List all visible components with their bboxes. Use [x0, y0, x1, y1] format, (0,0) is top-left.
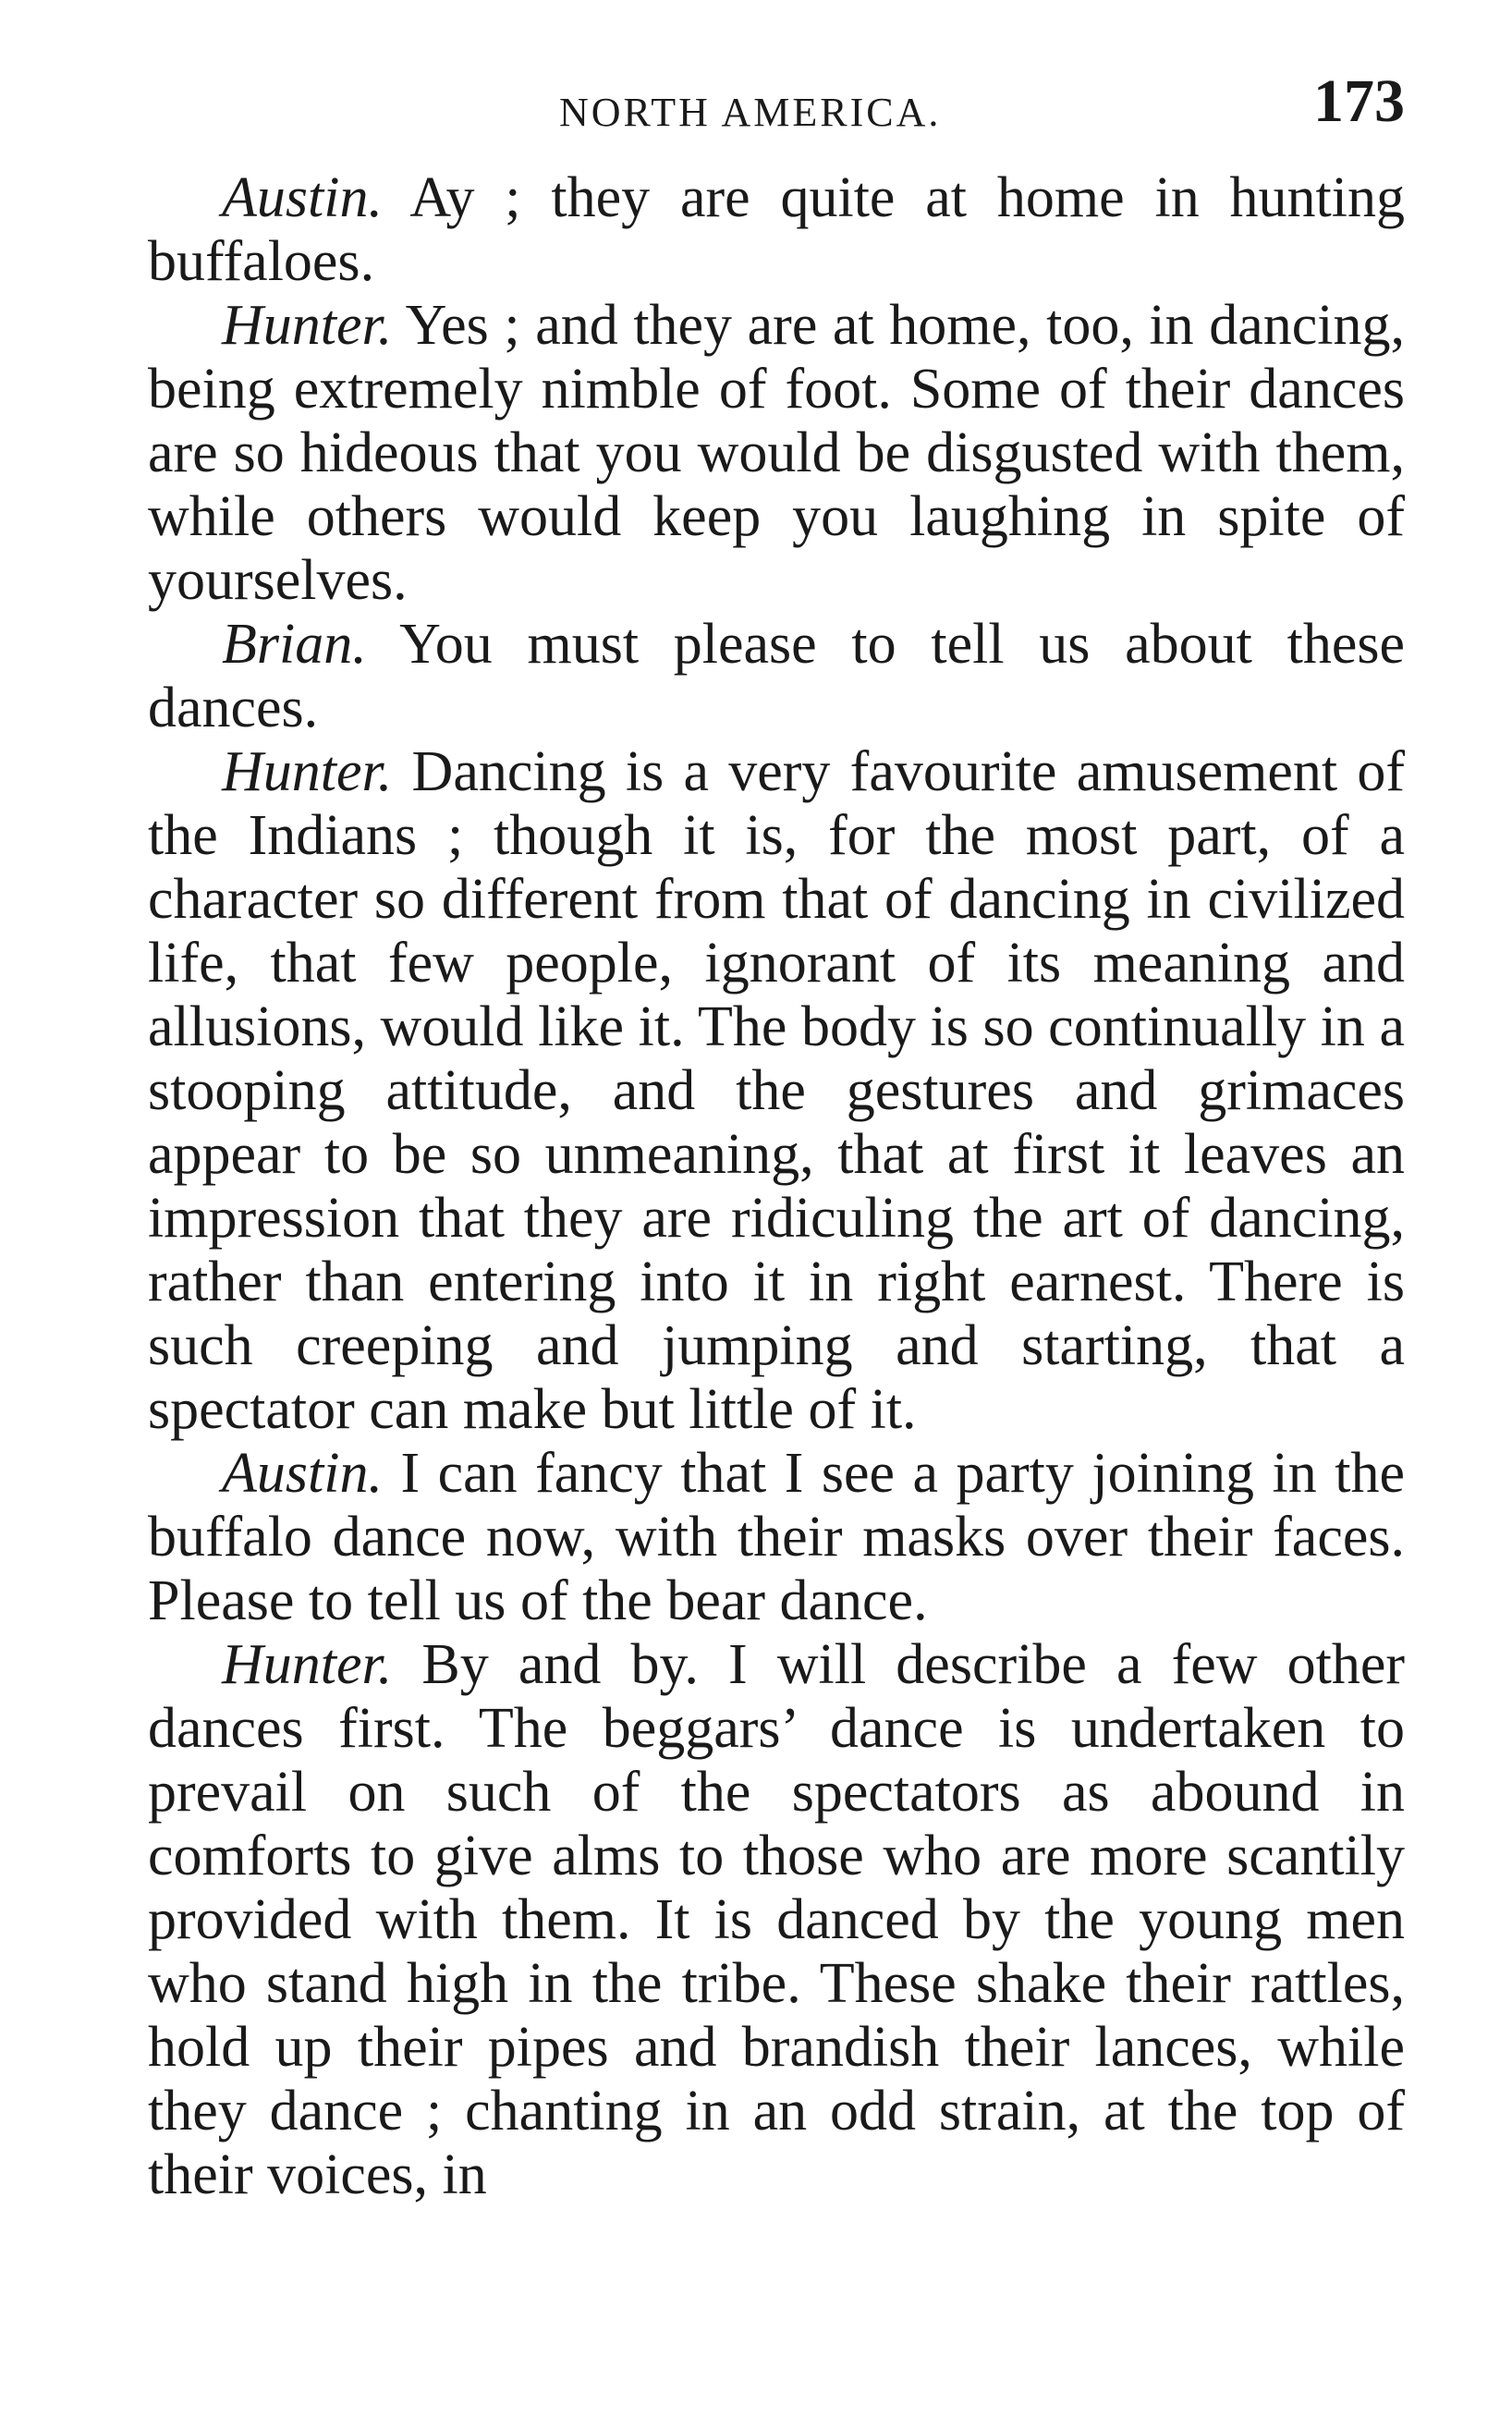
speaker-name: Hunter. — [222, 1633, 393, 1696]
dialogue-paragraph — [148, 613, 1405, 740]
dialogue-paragraph — [148, 166, 1405, 294]
dialogue-paragraph — [148, 294, 1405, 613]
book-page — [148, 65, 1405, 2207]
dialogue-paragraph — [148, 1633, 1405, 2207]
page-number: 173 — [1313, 67, 1405, 135]
paragraph-text: By and by. I will describe a few other dances first. The beggars’ dance is undertaken to prevail on such of the spectators as abound in comforts to give alms to those who are more scantily provided with them. It is danced by the young men who stand high in the tribe. These shake their rattles, hold up their pipes and brandish their lances, while they dance ; chanting in an odd strain, at the top of their voices, in — [148, 1633, 1406, 2206]
speaker-name: Hunter. — [222, 294, 393, 357]
paragraph-text: You must please to tell us about these dances. — [148, 613, 1405, 739]
speaker-name: Brian. — [222, 613, 367, 676]
speaker-name: Austin. — [222, 1442, 383, 1505]
speaker-name: Austin. — [222, 166, 383, 229]
dialogue-paragraph — [148, 740, 1405, 1442]
running-head — [148, 65, 1405, 166]
paragraph-text: I can fancy that I see a party joining in the buffalo dance now, with their masks over their faces. Please to tell us of the bear dance. — [148, 1442, 1405, 1632]
paragraph-text: Ay ; they are quite at home in hunting buffaloes. — [148, 166, 1405, 293]
paragraph-text: Dancing is a very favourite amusement of the Indians ; though it is, for the most part, of a character so different from that of dancing in civilized life, that few people, ignorant of its meaning and allusions, would like it. The body is so continually in a stooping attitude, and the gestures and grimaces appear to be so unmeaning, that at first it leaves an impression that they are ridiculing the art of dancing, rather than entering into it in right earnest. There is such creeping and jumping and starting, that a spectator can make but little of it. — [148, 740, 1405, 1441]
paragraph-text: Yes ; and they are at home, too, in dancing, being extremely nimble of foot. Some of their dances are so hideous that you would be disgusted with them, while others would keep you laughing in spite of yourselves. — [148, 294, 1405, 612]
speaker-name: Hunter. — [222, 740, 393, 803]
dialogue-paragraph — [148, 1442, 1405, 1633]
running-title: NORTH AMERICA. — [559, 90, 942, 135]
